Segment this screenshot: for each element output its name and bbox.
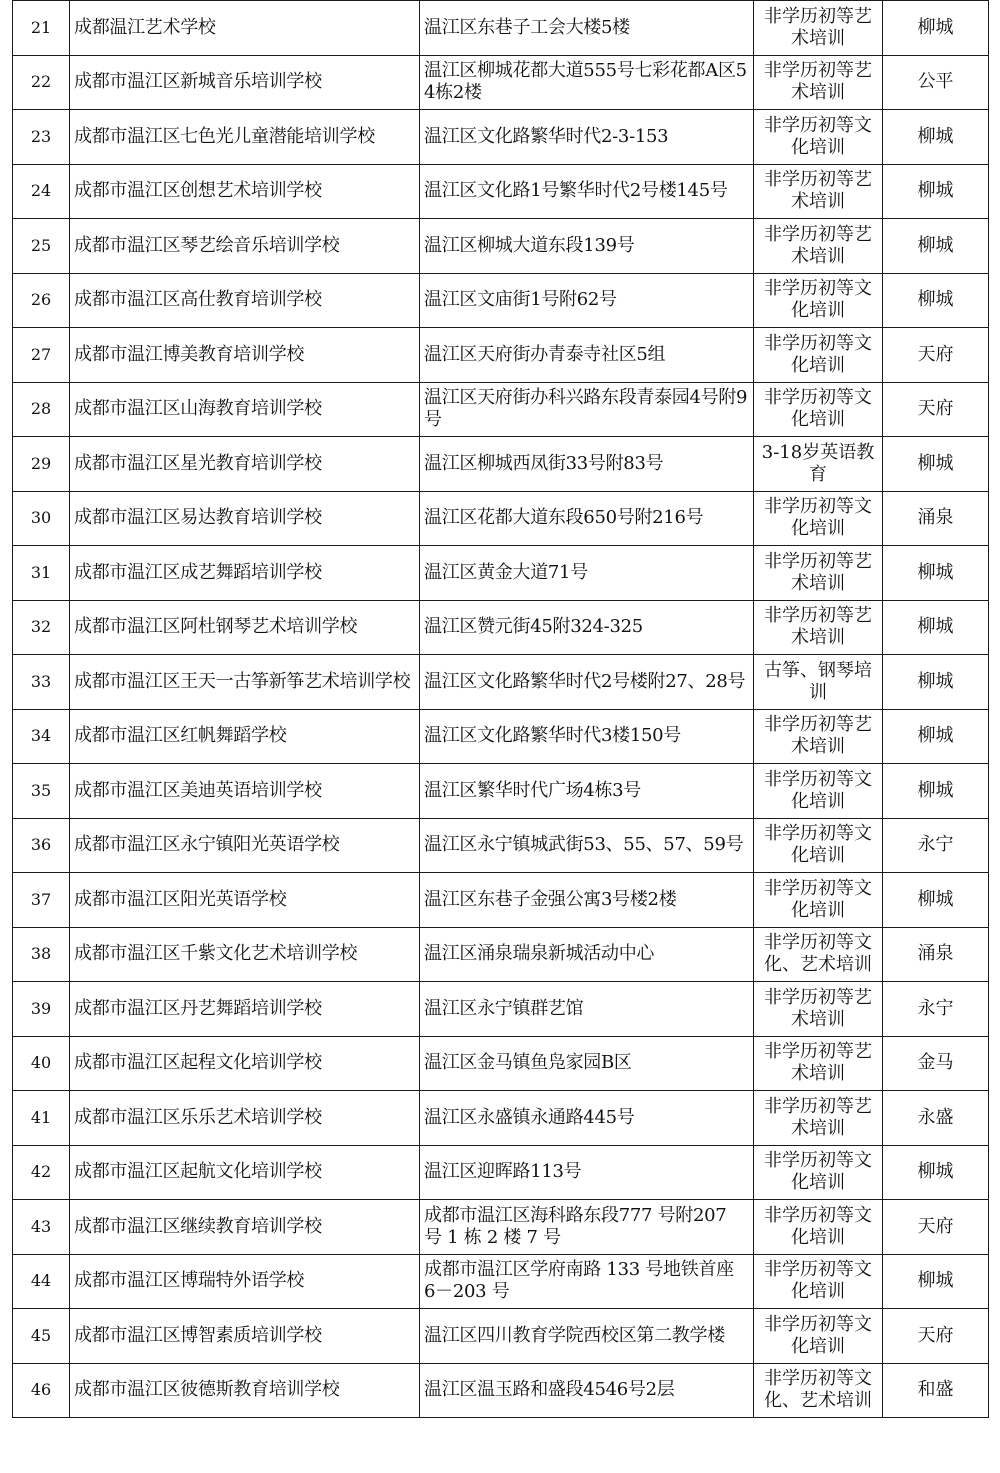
area-name: 涌泉 xyxy=(883,491,989,546)
training-type: 非学历初等文化培训 xyxy=(754,1254,883,1309)
area-name: 公平 xyxy=(883,55,989,110)
school-address: 温江区东巷子工会大楼5楼 xyxy=(420,1,754,56)
training-type: 非学历初等艺术培训 xyxy=(754,982,883,1037)
school-name: 成都市温江区阳光英语学校 xyxy=(70,873,420,928)
school-name: 成都市温江区千紫文化艺术培训学校 xyxy=(70,927,420,982)
school-name: 成都市温江区起程文化培训学校 xyxy=(70,1036,420,1091)
table-row xyxy=(13,1091,989,1146)
school-name: 成都市温江区彼德斯教育培训学校 xyxy=(70,1363,420,1418)
row-number: 26 xyxy=(13,273,70,328)
training-type: 非学历初等艺术培训 xyxy=(754,600,883,655)
area-name: 柳城 xyxy=(883,655,989,710)
training-type: 非学历初等文化、艺术培训 xyxy=(754,1363,883,1418)
school-name: 成都市温江区星光教育培训学校 xyxy=(70,437,420,492)
school-address: 温江区金马镇鱼凫家园B区 xyxy=(420,1036,754,1091)
row-number: 36 xyxy=(13,818,70,873)
training-type: 非学历初等艺术培训 xyxy=(754,164,883,219)
training-type: 非学历初等文化培训 xyxy=(754,1309,883,1364)
row-number: 28 xyxy=(13,382,70,437)
row-number: 45 xyxy=(13,1309,70,1364)
area-name: 永宁 xyxy=(883,818,989,873)
school-address: 温江区赞元街45附324-325 xyxy=(420,600,754,655)
row-number: 33 xyxy=(13,655,70,710)
school-address: 温江区四川教育学院西校区第二教学楼 xyxy=(420,1309,754,1364)
area-name: 柳城 xyxy=(883,1,989,56)
table-row xyxy=(13,1,989,56)
table-row xyxy=(13,219,989,274)
table-row xyxy=(13,1200,989,1255)
area-name: 柳城 xyxy=(883,1254,989,1309)
school-address: 温江区永宁镇城武街53、55、57、59号 xyxy=(420,818,754,873)
training-type: 非学历初等文化培训 xyxy=(754,382,883,437)
training-type: 非学历初等艺术培训 xyxy=(754,546,883,601)
school-address: 成都市温江区学府南路 133 号地铁首座 6－203 号 xyxy=(420,1254,754,1309)
table-row xyxy=(13,1145,989,1200)
training-type: 非学历初等文化培训 xyxy=(754,110,883,165)
school-name: 成都市温江区永宁镇阳光英语学校 xyxy=(70,818,420,873)
row-number: 43 xyxy=(13,1200,70,1255)
table-row xyxy=(13,164,989,219)
row-number: 30 xyxy=(13,491,70,546)
school-name: 成都市温江区创想艺术培训学校 xyxy=(70,164,420,219)
school-name: 成都市温江区七色光儿童潜能培训学校 xyxy=(70,110,420,165)
training-type: 非学历初等文化、艺术培训 xyxy=(754,927,883,982)
school-address: 温江区文庙街1号附62号 xyxy=(420,273,754,328)
training-type: 非学历初等文化培训 xyxy=(754,273,883,328)
row-number: 29 xyxy=(13,437,70,492)
training-type: 3-18岁英语教育 xyxy=(754,437,883,492)
row-number: 32 xyxy=(13,600,70,655)
row-number: 44 xyxy=(13,1254,70,1309)
area-name: 柳城 xyxy=(883,1145,989,1200)
row-number: 37 xyxy=(13,873,70,928)
school-name: 成都温江艺术学校 xyxy=(70,1,420,56)
school-address: 温江区文化路繁华时代2-3-153 xyxy=(420,110,754,165)
table-row xyxy=(13,709,989,764)
table-row xyxy=(13,382,989,437)
training-type: 非学历初等文化培训 xyxy=(754,818,883,873)
table-row xyxy=(13,110,989,165)
area-name: 柳城 xyxy=(883,600,989,655)
table-row xyxy=(13,1309,989,1364)
area-name: 天府 xyxy=(883,1309,989,1364)
row-number: 34 xyxy=(13,709,70,764)
school-name: 成都市温江区王天一古筝新筝艺术培训学校 xyxy=(70,655,420,710)
row-number: 42 xyxy=(13,1145,70,1200)
school-address: 温江区永盛镇永通路445号 xyxy=(420,1091,754,1146)
training-type: 非学历初等艺术培训 xyxy=(754,709,883,764)
school-address: 温江区文化路1号繁华时代2号楼145号 xyxy=(420,164,754,219)
area-name: 天府 xyxy=(883,382,989,437)
school-address: 温江区柳城西凤街33号附83号 xyxy=(420,437,754,492)
school-name: 成都市温江区乐乐艺术培训学校 xyxy=(70,1091,420,1146)
school-address: 温江区花都大道东段650号附216号 xyxy=(420,491,754,546)
training-type: 非学历初等文化培训 xyxy=(754,491,883,546)
area-name: 天府 xyxy=(883,1200,989,1255)
training-type: 非学历初等艺术培训 xyxy=(754,1091,883,1146)
school-name: 成都市温江区红帆舞蹈学校 xyxy=(70,709,420,764)
school-address: 温江区文化路繁华时代2号楼附27、28号 xyxy=(420,655,754,710)
school-address: 温江区文化路繁华时代3楼150号 xyxy=(420,709,754,764)
row-number: 24 xyxy=(13,164,70,219)
row-number: 23 xyxy=(13,110,70,165)
training-type: 非学历初等艺术培训 xyxy=(754,1036,883,1091)
training-type: 古筝、钢琴培训 xyxy=(754,655,883,710)
training-type: 非学历初等文化培训 xyxy=(754,1200,883,1255)
row-number: 40 xyxy=(13,1036,70,1091)
table-row xyxy=(13,328,989,383)
row-number: 22 xyxy=(13,55,70,110)
table-row xyxy=(13,818,989,873)
school-address: 温江区永宁镇群艺馆 xyxy=(420,982,754,1037)
area-name: 永宁 xyxy=(883,982,989,1037)
school-address: 温江区天府街办青泰寺社区5组 xyxy=(420,328,754,383)
table-row xyxy=(13,600,989,655)
school-address: 温江区迎晖路113号 xyxy=(420,1145,754,1200)
table-row xyxy=(13,927,989,982)
table-row xyxy=(13,491,989,546)
school-address: 温江区天府街办科兴路东段青泰园4号附9号 xyxy=(420,382,754,437)
row-number: 46 xyxy=(13,1363,70,1418)
school-name: 成都市温江区成艺舞蹈培训学校 xyxy=(70,546,420,601)
table-row xyxy=(13,1036,989,1091)
area-name: 柳城 xyxy=(883,110,989,165)
school-address: 温江区柳城花都大道555号七彩花都A区54栋2楼 xyxy=(420,55,754,110)
school-address: 成都市温江区海科路东段777 号附207 号 1 栋 2 楼 7 号 xyxy=(420,1200,754,1255)
school-name: 成都市温江区山海教育培训学校 xyxy=(70,382,420,437)
row-number: 41 xyxy=(13,1091,70,1146)
training-type: 非学历初等文化培训 xyxy=(754,764,883,819)
school-name: 成都市温江区阿杜钢琴艺术培训学校 xyxy=(70,600,420,655)
training-type: 非学历初等艺术培训 xyxy=(754,55,883,110)
school-list-table xyxy=(12,0,989,1418)
area-name: 金马 xyxy=(883,1036,989,1091)
table-row xyxy=(13,982,989,1037)
table-row xyxy=(13,55,989,110)
row-number: 39 xyxy=(13,982,70,1037)
school-name: 成都市温江区博瑞特外语学校 xyxy=(70,1254,420,1309)
row-number: 27 xyxy=(13,328,70,383)
table-row xyxy=(13,437,989,492)
row-number: 25 xyxy=(13,219,70,274)
table-row xyxy=(13,764,989,819)
school-name: 成都市温江区新城音乐培训学校 xyxy=(70,55,420,110)
school-name: 成都市温江区继续教育培训学校 xyxy=(70,1200,420,1255)
school-name: 成都市温江区易达教育培训学校 xyxy=(70,491,420,546)
school-name: 成都市温江区起航文化培训学校 xyxy=(70,1145,420,1200)
table-row xyxy=(13,273,989,328)
row-number: 38 xyxy=(13,927,70,982)
table-row xyxy=(13,655,989,710)
school-address: 温江区柳城大道东段139号 xyxy=(420,219,754,274)
training-type: 非学历初等文化培训 xyxy=(754,1145,883,1200)
table-row xyxy=(13,546,989,601)
area-name: 涌泉 xyxy=(883,927,989,982)
area-name: 柳城 xyxy=(883,437,989,492)
table-row xyxy=(13,1363,989,1418)
area-name: 柳城 xyxy=(883,709,989,764)
school-address: 温江区繁华时代广场4栋3号 xyxy=(420,764,754,819)
area-name: 柳城 xyxy=(883,873,989,928)
training-type: 非学历初等艺术培训 xyxy=(754,219,883,274)
area-name: 柳城 xyxy=(883,164,989,219)
table-row xyxy=(13,873,989,928)
school-address: 温江区黄金大道71号 xyxy=(420,546,754,601)
school-name: 成都市温江区博智素质培训学校 xyxy=(70,1309,420,1364)
area-name: 柳城 xyxy=(883,219,989,274)
training-type: 非学历初等文化培训 xyxy=(754,328,883,383)
training-type: 非学历初等文化培训 xyxy=(754,873,883,928)
area-name: 天府 xyxy=(883,328,989,383)
area-name: 柳城 xyxy=(883,764,989,819)
school-name: 成都市温江区琴艺绘音乐培训学校 xyxy=(70,219,420,274)
training-type: 非学历初等艺术培训 xyxy=(754,1,883,56)
area-name: 和盛 xyxy=(883,1363,989,1418)
table-row xyxy=(13,1254,989,1309)
school-address: 温江区涌泉瑞泉新城活动中心 xyxy=(420,927,754,982)
school-name: 成都市温江区丹艺舞蹈培训学校 xyxy=(70,982,420,1037)
school-address: 温江区温玉路和盛段4546号2层 xyxy=(420,1363,754,1418)
school-address: 温江区东巷子金强公寓3号楼2楼 xyxy=(420,873,754,928)
area-name: 柳城 xyxy=(883,546,989,601)
area-name: 永盛 xyxy=(883,1091,989,1146)
table-body xyxy=(13,1,989,1418)
row-number: 31 xyxy=(13,546,70,601)
school-name: 成都市温江区高仕教育培训学校 xyxy=(70,273,420,328)
school-name: 成都市温江区美迪英语培训学校 xyxy=(70,764,420,819)
row-number: 35 xyxy=(13,764,70,819)
school-name: 成都市温江博美教育培训学校 xyxy=(70,328,420,383)
area-name: 柳城 xyxy=(883,273,989,328)
row-number: 21 xyxy=(13,1,70,56)
